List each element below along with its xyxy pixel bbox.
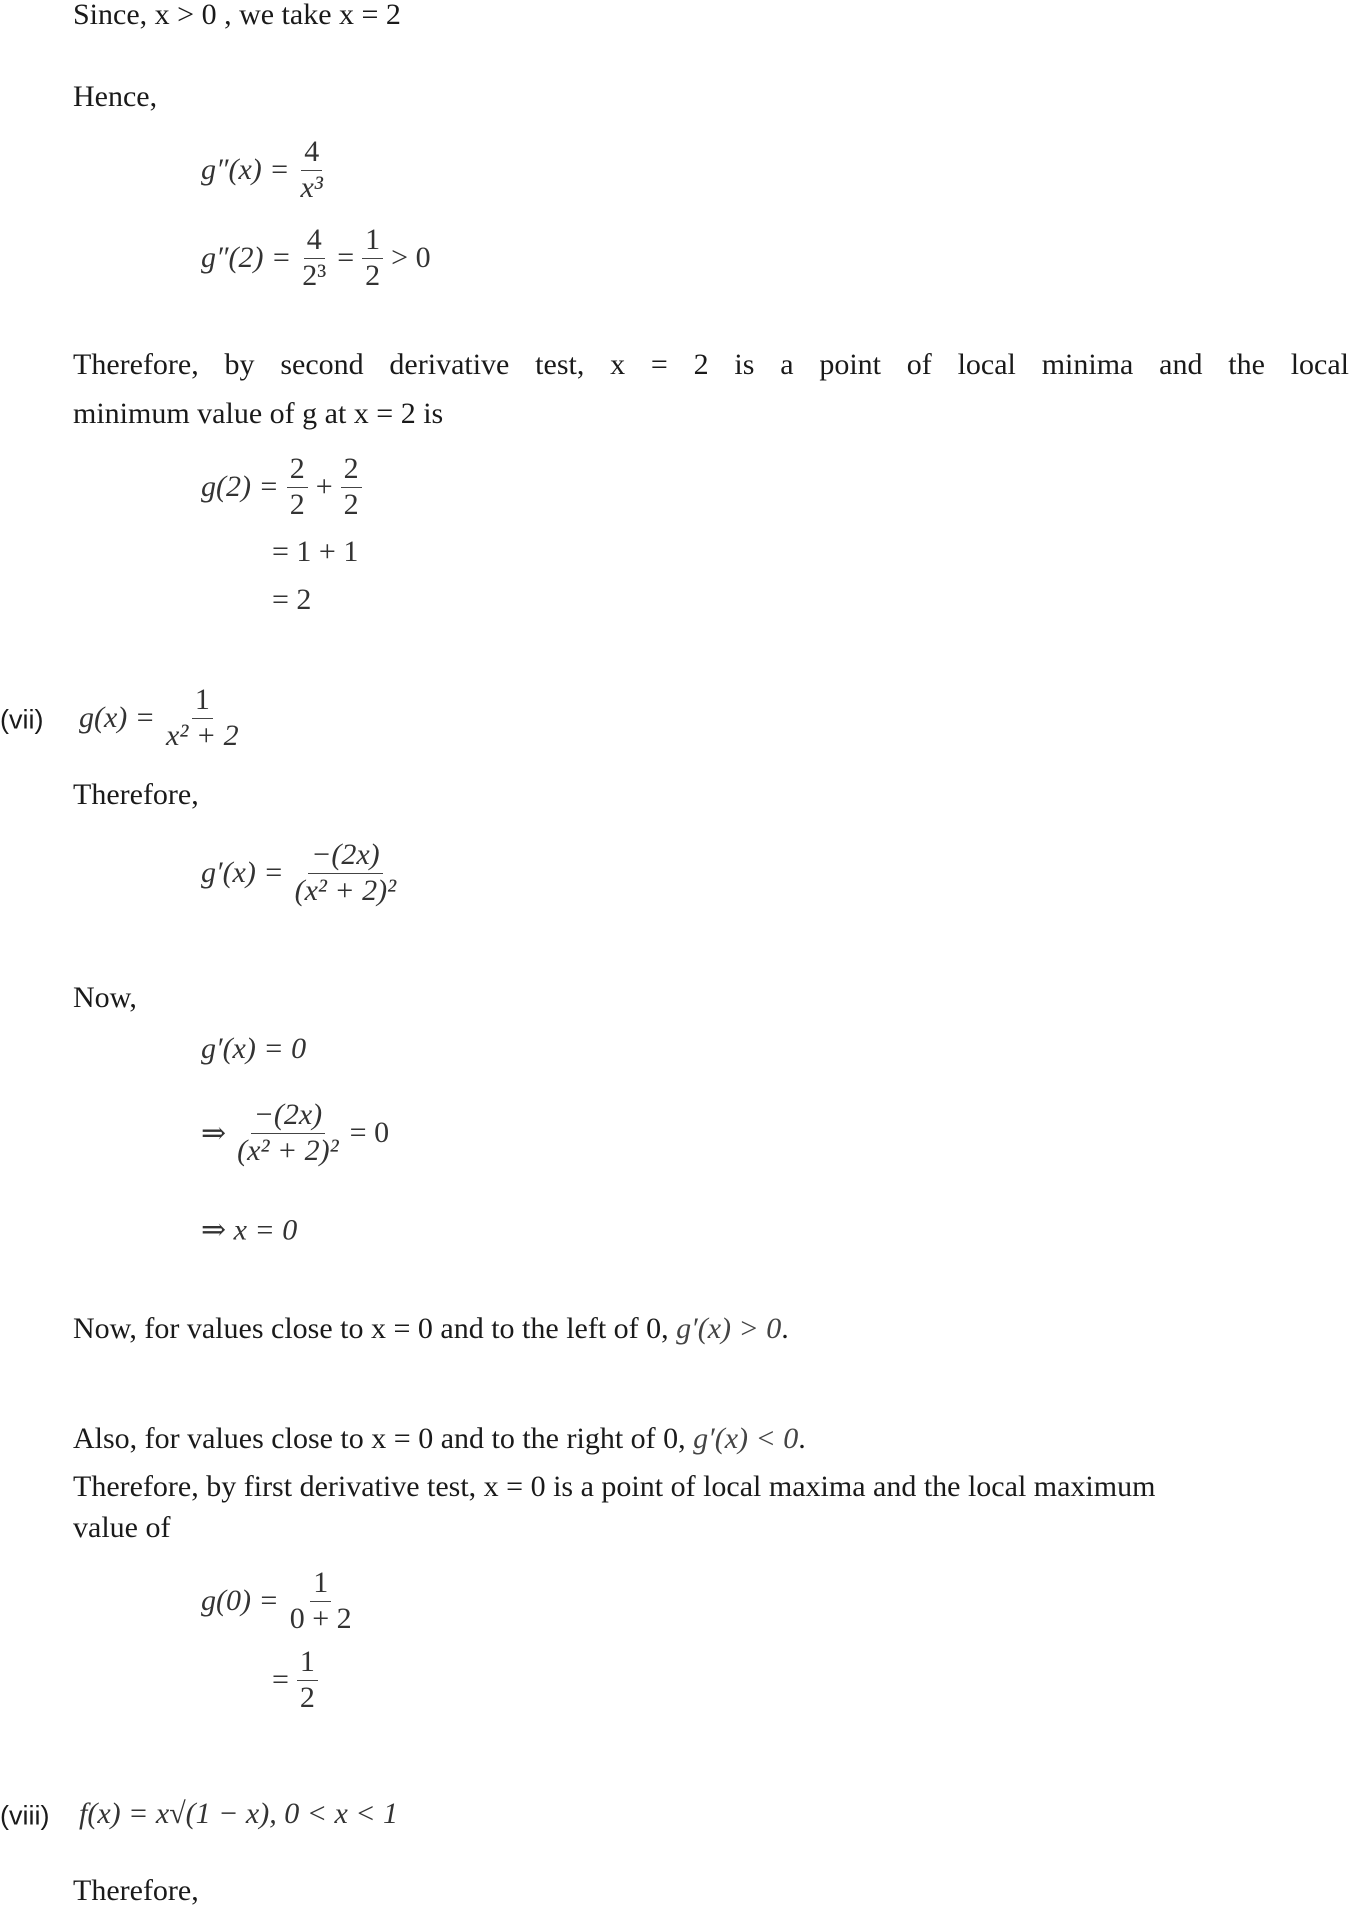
g-prime-zero: g′(x) = 0 [201,1032,307,1065]
numerator: 1 [297,1645,318,1681]
fraction [341,452,362,522]
implies-fraction [201,1098,389,1168]
fraction [287,452,308,522]
tail: > 0 [391,241,431,274]
denominator: 2³ [302,258,327,292]
lhs: g(2) = [201,470,279,503]
lhs: g′(x) = [201,856,284,889]
g2-step-1: = 1 + 1 [272,535,359,568]
numerator: 2 [341,452,362,488]
g-double-prime-x [201,135,330,205]
fraction [298,135,326,205]
f-viii-definition: f(x) = x√(1 − x), 0 < x < 1 [79,1797,398,1830]
equals: = [272,1663,289,1696]
g-of-0 [201,1566,359,1636]
g-prime-x [201,838,403,908]
equals: = [337,241,355,274]
numerator: 1 [192,683,213,719]
second-test-line-2: minimum value of g at x = 2 is [73,397,444,430]
right-of-zero-line: Also, for values close to x = 0 and to the right of 0, g′(x) < 0. [73,1422,806,1455]
left-of-zero-line: Now, for values close to x = 0 and to the left of 0, g′(x) > 0. [73,1312,789,1345]
fraction [292,838,400,908]
therefore-line: Therefore, [73,778,199,811]
text: Now, for values close to x = 0 and to the left of 0, [73,1312,669,1345]
now-line: Now, [73,981,137,1014]
fraction [287,1566,355,1636]
fraction [234,1098,342,1168]
lhs: g″(2) = [201,241,292,274]
since-line: Since, x > 0 , we take x = 2 [73,0,401,31]
implies-x-zero: ⇒ x = 0 [201,1213,298,1247]
g2-step-2: = 2 [272,583,312,616]
denominator: (x² + 2)² [237,1133,339,1167]
denominator: 0 + 2 [289,1601,352,1635]
numerator: −(2x) [308,838,383,874]
denominator: 2 [299,1680,315,1714]
numerator: −(2x) [251,1098,326,1134]
g0-step [272,1645,322,1715]
expr: g′(x) < 0 [693,1422,799,1455]
lhs: g″(x) = [201,153,290,186]
part-label-viii: (viii) [0,1800,50,1831]
denominator: x³ [300,170,323,204]
fraction [163,683,242,753]
denominator: x² + 2 [166,718,239,752]
denominator: 2 [343,487,359,521]
fraction [299,223,329,293]
numerator: 4 [304,223,325,259]
expr: g′(x) > 0 [676,1312,782,1345]
lhs: g(x) = [79,701,156,734]
part-label-vii: (vii) [0,704,44,735]
tail: = 0 [349,1116,390,1149]
implies: ⇒ [201,1116,227,1150]
first-test-line-2: value of [73,1511,171,1544]
plus: + [315,470,333,503]
g-vii-definition [79,683,246,753]
second-test-line-1: Therefore, by second derivative test, x = 2 is a point of local minima and the local [73,348,1349,381]
g-double-prime-2 [201,223,431,293]
fraction [297,1645,318,1715]
denominator: 2 [289,487,305,521]
hence-line: Hence, [73,80,158,113]
numerator: 1 [362,223,383,259]
numerator: 2 [287,452,308,488]
therefore-line-2: Therefore, [73,1874,199,1907]
denominator: 2 [365,258,381,292]
g-of-2 [201,452,366,522]
numerator: 1 [310,1566,331,1602]
first-test-line-1: Therefore, by first derivative test, x = 0 is a point of local maxima and the local maximum [73,1470,1156,1503]
lhs: g(0) = [201,1584,279,1617]
text: Also, for values close to x = 0 and to the right of 0, [73,1422,686,1455]
numerator: 4 [301,135,322,171]
denominator: (x² + 2)² [294,873,397,907]
fraction [362,223,383,293]
